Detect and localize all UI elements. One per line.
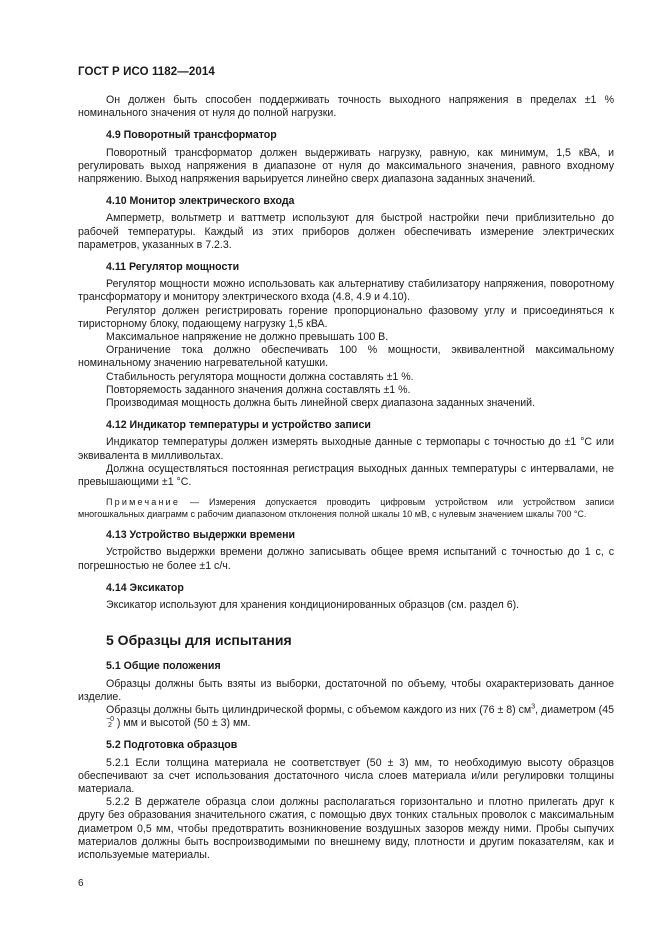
note-text: — Измерения допускается проводить цифровым устройством или устройством записи многошкальных диаграмм с рабочим диапазоном отклонения полной шкалы 10 мВ, с нулевым значением шкалы 700 °С. — [78, 497, 614, 520]
paragraph: Поворотный трансформатор должен выдерживать нагрузку, равную, как минимум, 1,5 кВА, и регулировать выход напряжения в диапазоне от нуля до максимального значения, равного входному напряжению. Выход напряжения варьируется линейно сверх диапазона заданных значений. — [78, 146, 614, 186]
paragraph: Регулятор мощности можно использовать как альтернативу стабилизатору напряжения, поворотному трансформатору и монитору электрического входа (4.8, 4.9 и 4.10). — [78, 278, 614, 304]
paragraph: Повторяемость заданного значения должна составлять ±1 %. — [106, 383, 411, 396]
section-heading-4-12: 4.12 Индикатор температуры и устройство записи — [106, 419, 371, 432]
text-run: ) мм и высотой (50 ± 3) мм. — [113, 717, 251, 730]
paragraph: Производимая мощность должна быть линейной сверх диапазона заданных значений. — [106, 397, 535, 410]
tolerance-lower: 2 — [108, 722, 112, 730]
section-heading-4-11: 4.11 Регулятор мощности — [106, 261, 240, 274]
paragraph: Регулятор должен регистрировать горение пропорционально фазовому углу и присоединяться к тиристорному блоку, подающему нагрузку 1,5 кВА. — [78, 304, 614, 330]
tolerance — [78, 717, 114, 729]
chapter-heading-5: 5 Образцы для испытания — [106, 632, 292, 649]
paragraph-specimen-size — [78, 704, 614, 730]
paragraph: Эксикатор используют для хранения кондиционированных образцов (см. раздел 6). — [106, 599, 520, 612]
text-run: , диаметром (45 — [535, 703, 614, 716]
page-content — [78, 94, 614, 862]
section-heading-4-10: 4.10 Монитор электрического входа — [106, 195, 295, 208]
paragraph: Он должен быть способен поддерживать точность выходного напряжения в пределах ±1 % номинального значения от нуля до полной нагрузки. — [78, 94, 614, 120]
section-heading-5-2: 5.2 Подготовка образцов — [106, 739, 238, 752]
paragraph: Стабильность регулятора мощности должна составлять ±1 %. — [106, 370, 414, 383]
paragraph: Индикатор температуры должен измерять выходные данные с термопары с точностью до ±1 °С или эквивалента в милливольтах. — [78, 436, 614, 462]
section-heading-5-1: 5.1 Общие положения — [106, 660, 221, 673]
paragraph: 5.2.2 В держателе образца слои должны располагаться горизонтально и плотно прилегать друг к другу без образования значительного сжатия, с помощью двух тонких стальных проволок с максимальным диаметром 0,5 мм, чтобы предотвратить возникновение воздушных зазоров между ними. Пробы сыпучих материалов должны быть воспроизводимыми по внешнему виду, плотности и другим показателям, как и используемые материалы. — [78, 796, 614, 861]
section-heading-4-9: 4.9 Поворотный трансформатор — [106, 129, 277, 142]
paragraph: 5.2.1 Если толщина материала не соответствует (50 ± 3) мм, то необходимую высоту образцов обеспечивают за счет использования достаточного числа слоев материала и/или регулировки толщины материала. — [78, 756, 614, 795]
note-label: Примечание — [106, 497, 181, 508]
paragraph: Ограничение тока должно обеспечивать 100 % мощности, эквивалентной максимальному номинальному значению нагревательной катушки. — [78, 344, 614, 370]
paragraph: Устройство выдержки времени должно записывать общее время испытаний с точностью до 1 с, с погрешностью не более ±1 с/ч. — [78, 546, 614, 572]
section-heading-4-14: 4.14 Эксикатор — [106, 581, 184, 594]
tolerance-upper: −0 — [106, 716, 114, 724]
standard-header: ГОСТ Р ИСО 1182—2014 — [78, 66, 215, 78]
note — [78, 496, 614, 520]
paragraph: Образцы должны быть взяты из выборки, достаточной по объему, чтобы охарактеризовать данное изделие. — [78, 677, 614, 703]
superscript: 3 — [531, 703, 536, 711]
section-heading-4-13: 4.13 Устройство выдержки времени — [106, 529, 296, 542]
text-run: Образцы должны быть цилиндрической формы, с объемом каждого из них (76 ± 8) см — [106, 703, 532, 716]
page-number: 6 — [78, 878, 84, 889]
paragraph: Амперметр, вольтметр и ваттметр используют для быстрой настройки печи приблизительно до рабочей температуры. Каждый из этих приборов должен обеспечивать измерение электрических параметров, указанных в 7.2.3. — [78, 212, 614, 251]
paragraph: Максимальное напряжение не должно превышать 100 В. — [106, 331, 389, 344]
paragraph: Должна осуществляться постоянная регистрация выходных данных температуры с интервалами, не превышающими ±1 °С. — [78, 462, 614, 489]
